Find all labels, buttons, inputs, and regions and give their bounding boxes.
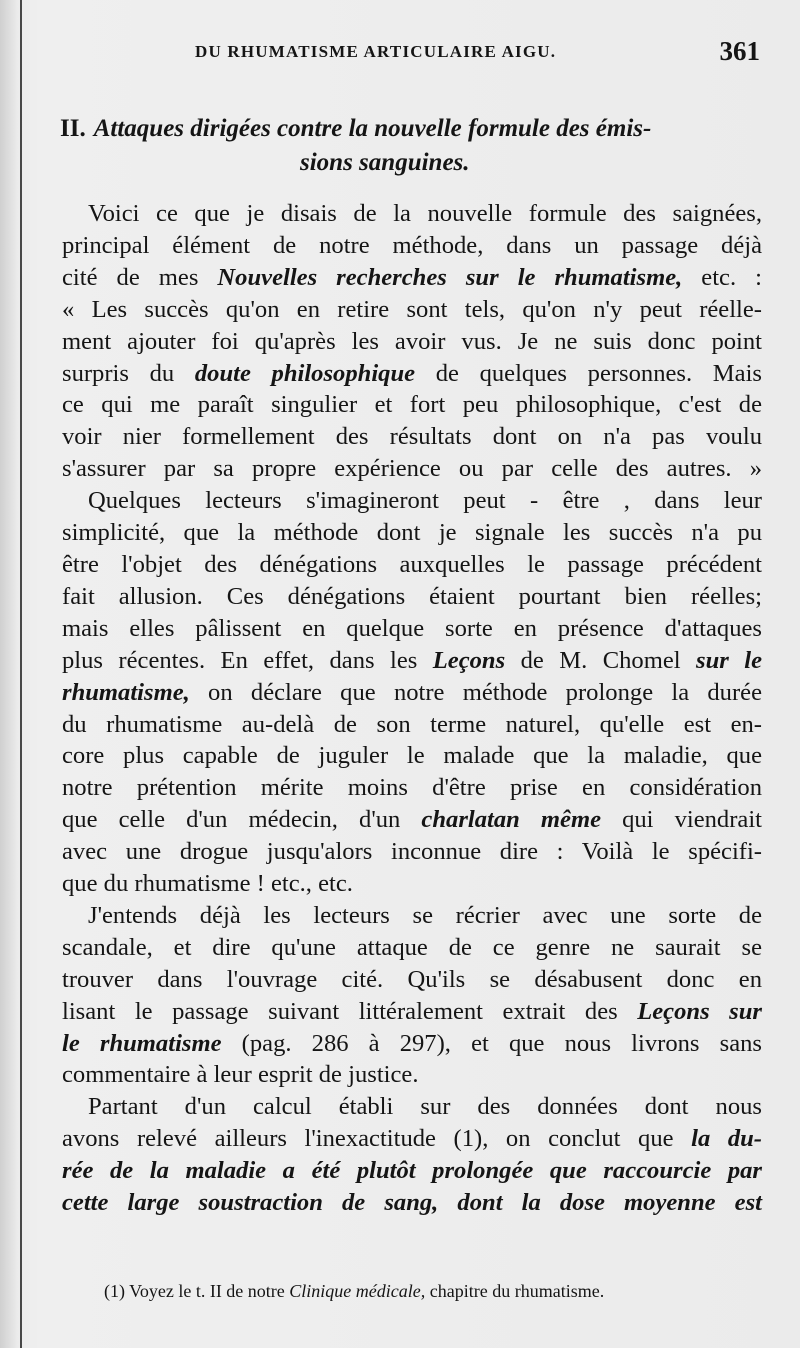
text-line: surpris du doute philosophique de quelques personnes. Mais <box>62 359 762 387</box>
book-title: Leçons <box>432 646 506 674</box>
text-line: core plus capable de juguler le malade que la maladie, que <box>62 742 762 770</box>
body-text <box>62 198 762 1219</box>
text-line: commentaire à leur esprit de justice. <box>62 1061 419 1089</box>
emphasis: rhumatisme, <box>62 678 190 706</box>
page-header <box>60 36 760 70</box>
text-line: notre prétention mérite moins d'être prise en considération <box>62 774 762 802</box>
text-line: mais elles pâlissent en quelque sorte en présence d'attaques <box>62 614 762 642</box>
emphasis: rée de la maladie a été plutôt prolongée que raccourcie par <box>62 1157 762 1185</box>
footnote: (1) Voyez le t. II de notre Clinique médicale, chapitre du rhumatisme. <box>104 1281 605 1301</box>
emphasis: cette large soustraction de sang, dont la dose moyenne est <box>62 1189 762 1217</box>
text-line: rhumatisme, on déclare que notre méthode prolonge la durée <box>62 678 762 706</box>
text-line: « Les succès qu'on en retire sont tels, qu'on n'y peut réelle- <box>62 295 762 323</box>
text-line: être l'objet des dénégations auxquelles le passage précédent <box>62 550 762 578</box>
text-line <box>62 1187 762 1219</box>
text-line: fait allusion. Ces dénégations étaient pourtant bien réelles; <box>62 582 762 610</box>
emphasis: doute philosophique <box>194 359 416 387</box>
text-line: avons relevé ailleurs l'inexactitude (1), on conclut que la du- <box>62 1125 762 1153</box>
book-title: le rhumatisme <box>62 1029 222 1057</box>
emphasis: sur le <box>696 646 763 674</box>
page-number: 361 <box>719 36 760 66</box>
text-line: plus récentes. En effet, dans les Leçons de M. Chomel sur le <box>62 646 763 674</box>
text-line <box>62 1155 762 1187</box>
section-heading-line: sions sanguines. <box>300 149 470 176</box>
text-line: du rhumatisme au-delà de son terme naturel, qu'elle est en- <box>62 710 762 738</box>
text-line: le rhumatisme (pag. 286 à 297), et que nous livrons sans <box>62 1029 762 1057</box>
paragraph <box>62 485 762 900</box>
text-line: J'entends déjà les lecteurs se récrier avec une sorte de <box>88 901 762 929</box>
text-line: avec une drogue jusqu'alors inconnue dire : Voilà le spécifi- <box>62 838 762 866</box>
book-title: Leçons sur <box>637 997 762 1025</box>
section-heading-line: II. Attaques dirigées contre la nouvelle formule des émis- <box>60 115 652 142</box>
page-gutter-line <box>20 0 22 1348</box>
text-line: Partant d'un calcul établi sur des données dont nous <box>88 1093 762 1121</box>
section-number: II. <box>60 115 86 142</box>
paragraph <box>62 900 762 1091</box>
text-line: lisant le passage suivant littéralement extrait des Leçons sur <box>62 997 762 1025</box>
emphasis: la du- <box>691 1125 762 1153</box>
text-line: ce qui me paraît singulier et fort peu philosophique, c'est de <box>62 391 762 419</box>
footnote-marker: (1) <box>104 1281 125 1301</box>
book-title: Clinique médicale, <box>289 1281 426 1301</box>
text-line: principal élément de notre méthode, dans un passage déjà <box>62 231 762 259</box>
book-title: Nouvelles recherches sur le rhumatisme, <box>217 263 683 291</box>
paragraph <box>62 198 762 485</box>
text-line: voir nier formellement des résultats dont on n'a pas voulu <box>62 423 762 451</box>
text-line: que celle d'un médecin, d'un charlatan même qui viendrait <box>62 806 762 834</box>
running-title: DU RHUMATISME ARTICULAIRE AIGU. <box>195 42 557 61</box>
text-line: trouver dans l'ouvrage cité. Qu'ils se désabusent donc en <box>62 965 762 993</box>
text-line: simplicité, que la méthode dont je signale les succès n'a pu <box>62 519 762 547</box>
text-line: ment ajouter foi qu'après les avoir vus. Je ne suis donc point <box>62 327 762 355</box>
text-line: Voici ce que je disais de la nouvelle formule des saignées, <box>88 200 762 227</box>
emphasis: charlatan même <box>421 806 601 834</box>
text-line: Quelques lecteurs s'imagineront peut - être , dans leur <box>88 487 762 515</box>
text-line: scandale, et dire qu'une attaque de ce genre ne saurait se <box>62 933 762 961</box>
text-line: que du rhumatisme ! etc., etc. <box>62 870 353 898</box>
text-line: cité de mes Nouvelles recherches sur le rhumatisme, etc. : <box>62 263 762 291</box>
paragraph <box>62 1091 762 1219</box>
text-line: s'assurer par sa propre expérience ou par celle des autres. » <box>62 455 762 483</box>
section-heading <box>60 112 765 180</box>
